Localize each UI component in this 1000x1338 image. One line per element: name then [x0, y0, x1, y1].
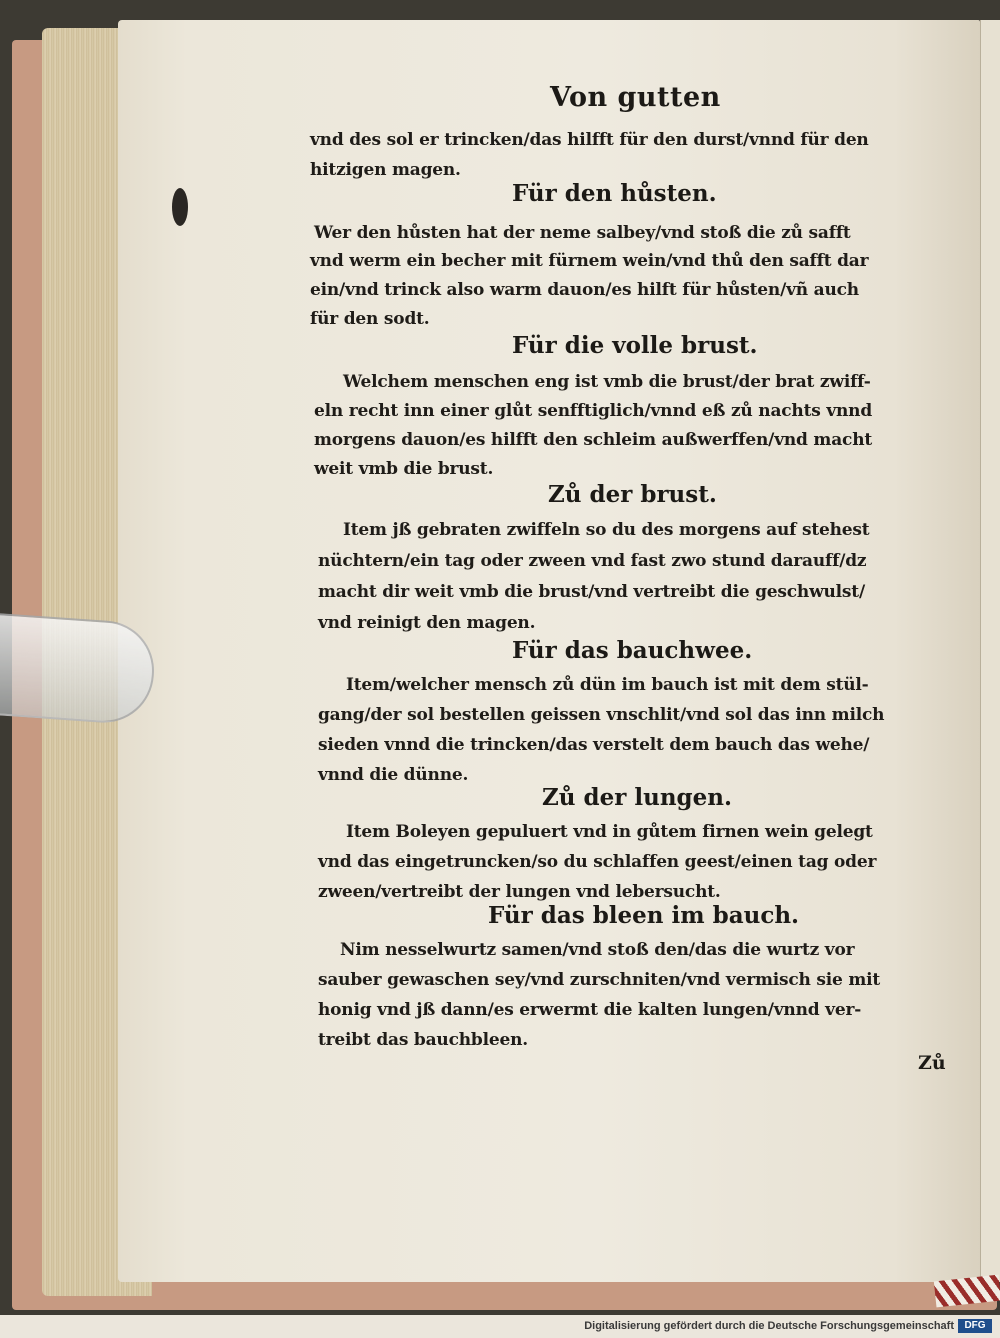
text-line: vnd reinigt den magen.	[318, 613, 536, 633]
text-line: sieden vnnd die trincken/das verstelt dem bauch das wehe/	[318, 735, 870, 755]
text-line: vnd des sol er trincken/das hilfft für den durst/vnnd für den	[310, 130, 869, 150]
text-line: treibt das bauchbleen.	[318, 1030, 528, 1050]
text-line: hitzigen magen.	[310, 160, 461, 180]
text-line: Item jß gebraten zwiffeln so du des morgens auf stehest	[343, 520, 870, 540]
text-line: gang/der sol bestellen geissen vnschlit/vnd sol das inn milch	[318, 705, 885, 725]
facing-page-edge	[980, 20, 1000, 1282]
ink-blot	[172, 188, 188, 226]
text-line: morgens dauon/es hilfft den schleim außwerffen/vnd macht	[314, 430, 873, 450]
section-heading: Für den hůsten.	[512, 180, 717, 207]
text-line: sauber gewaschen sey/vnd zurschniten/vnd vermisch sie mit	[318, 970, 881, 990]
section-heading: Zů der brust.	[548, 481, 717, 508]
text-line: für den sodt.	[310, 309, 430, 329]
text-line: Welchem menschen eng ist vmb die brust/der brat zwiff-	[343, 372, 871, 392]
text-line: weit vmb die brust.	[314, 459, 494, 479]
section-heading: Für die volle brust.	[512, 332, 758, 359]
text-line: vnd das eingetruncken/so du schlaffen geest/einen tag oder	[318, 852, 877, 872]
catchword: Zů	[918, 1052, 946, 1074]
text-line: Item Boleyen gepuluert vnd in gůtem firnen wein gelegt	[346, 822, 873, 842]
running-head: Von gutten	[550, 82, 721, 113]
text-line: Item/welcher mensch zů dün im bauch ist mit dem stül-	[346, 675, 869, 695]
text-line: ein/vnd trinck also warm dauon/es hilft für hůsten/vñ auch	[310, 280, 859, 300]
text-line: nüchtern/ein tag oder zween vnd fast zwo stund darauff/dz	[318, 551, 867, 571]
text-line: vnd werm ein becher mit fürnem wein/vnd thů den safft dar	[310, 251, 869, 271]
section-heading: Für das bleen im bauch.	[488, 902, 800, 929]
text-line: eln recht inn einer glůt senfftiglich/vnnd eß zů nachts vnnd	[314, 401, 873, 421]
text-line: macht dir weit vmb die brust/vnd vertreibt die geschwulst/	[318, 582, 865, 602]
section-heading: Für das bauchwee.	[512, 637, 753, 664]
text-line: vnnd die dünne.	[318, 765, 469, 785]
text-line: zween/vertreibt der lungen vnd lebersucht.	[318, 882, 721, 902]
text-line: Nim nesselwurtz samen/vnd stoß den/das die wurtz vor	[340, 940, 855, 960]
funding-credit: Digitalisierung gefördert durch die Deutsche Forschungsgemeinschaft	[584, 1320, 954, 1332]
text-line: honig vnd jß dann/es erwermt die kalten lungen/vnnd ver-	[318, 1000, 862, 1020]
section-heading: Zů der lungen.	[542, 784, 732, 811]
text-line: Wer den hůsten hat der neme salbey/vnd stoß die zů safft	[314, 223, 851, 243]
dfg-logo: DFG	[958, 1319, 992, 1333]
